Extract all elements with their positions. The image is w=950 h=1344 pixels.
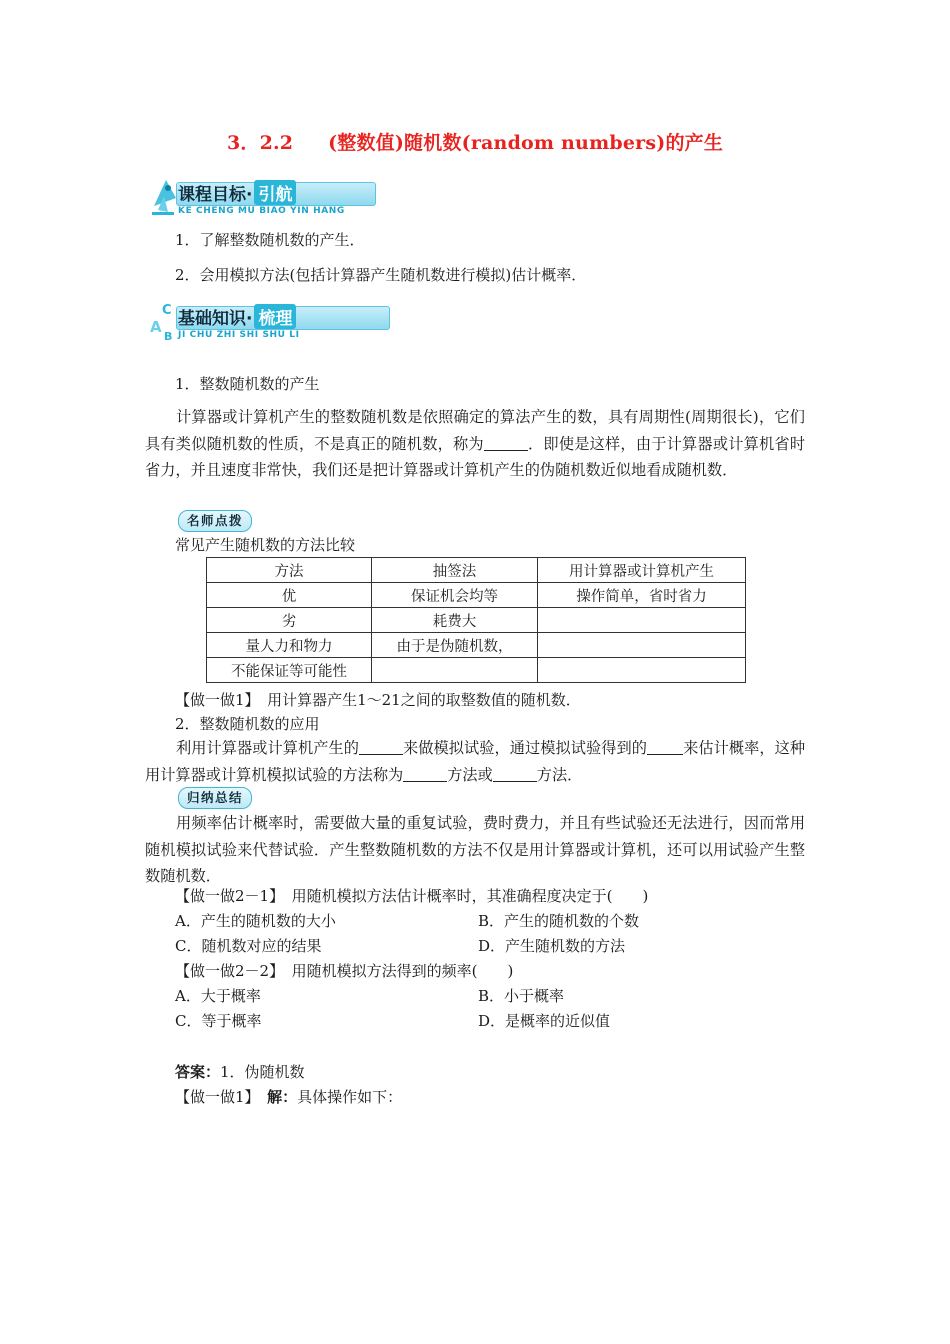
svg-text:B: B xyxy=(164,330,173,343)
option-c: C．随机数对应的结果 xyxy=(175,937,322,955)
answer-exercise-1: 【做一做1】 解：具体操作如下： xyxy=(175,1088,403,1106)
banner-title: 课程目标· 引航 xyxy=(178,180,296,205)
table-caption: 常见产生随机数的方法比较 xyxy=(175,536,356,554)
option-a: A．产生的随机数的大小 xyxy=(175,912,336,930)
page-title xyxy=(0,128,950,155)
part1-heading: 1．整数随机数的产生 xyxy=(175,375,320,393)
comparison-table xyxy=(206,557,746,683)
exercise-2-2: 【做一做2－2】 用随机模拟方法得到的频率( ) xyxy=(175,962,514,980)
goal-item-1: 1．了解整数随机数的产生． xyxy=(175,231,365,249)
table-row: 不能保证等可能性 xyxy=(207,658,746,683)
part2-paragraph: 利用计算器或计算机产生的 来做模拟试验，通过模拟试验得到的 来估计概率，这种用计算器或计算机模拟试验的方法称为 方法或 方法． xyxy=(145,739,806,784)
option-d: D．是概率的近似值 xyxy=(478,1012,611,1030)
banner-course-goals xyxy=(148,176,378,222)
svg-text:C: C xyxy=(162,303,172,318)
svg-text:A: A xyxy=(150,318,162,336)
goal-item-2: 2．会用模拟方法(包括计算器产生随机数进行模拟)估计概率． xyxy=(175,266,587,284)
fill-blank xyxy=(484,434,528,451)
option-d: D．产生随机数的方法 xyxy=(478,937,626,955)
part1-paragraph: 计算器或计算机产生的整数随机数是依照确定的算法产生的数，具有周期性(周期很长)，它们具有类似随机数的性质，不是真正的随机数，称为 ．即使是这样，由于计算器或计算机省时省力，并且速度非常快，我们还是把计算器或计算机产生的伪随机数近似地看成随机数． xyxy=(145,408,806,479)
banner-title: 基础知识· 梳理 xyxy=(178,304,296,329)
title-number: 3．2.2 xyxy=(226,132,294,154)
summary-paragraph: 用频率估计概率时，需要做大量的重复试验，费时费力，并且有些试验还无法进行，因而常用随机模拟试验来代替试验．产生整数随机数的方法不仅是用计算器或计算机，还可以用试验产生整数随机数． xyxy=(145,814,805,885)
option-c: C．等于概率 xyxy=(175,1012,262,1030)
summary-tag: 归纳总结 xyxy=(178,787,252,809)
exercise-2-1: 【做一做2－1】 用随机模拟方法估计概率时，其准确程度决定于( ) xyxy=(175,887,649,905)
table-row: 优 保证机会均等 操作简单，省时省力 xyxy=(207,583,746,608)
exercise-1: 【做一做1】 用计算器产生1～21之间的取整数值的随机数． xyxy=(175,691,581,709)
option-b: B．小于概率 xyxy=(478,987,565,1005)
banner-subtitle: JI CHU ZHI SHI SHU LI xyxy=(178,330,300,340)
option-a: A．大于概率 xyxy=(175,987,261,1005)
part2-heading: 2．整数随机数的应用 xyxy=(175,715,320,733)
table-row: 量人力和物力 由于是伪随机数， xyxy=(207,633,746,658)
answer-line: 答案：1．伪随机数 xyxy=(175,1063,305,1081)
banner-subtitle: KE CHENG MU BIAO YIN HANG xyxy=(178,206,345,216)
title-text: (整数值)随机数(random numbers)的产生 xyxy=(328,132,724,154)
banner-basic-knowledge xyxy=(148,300,398,346)
option-b: B．产生的随机数的个数 xyxy=(478,912,640,930)
table-row: 劣 耗费大 xyxy=(207,608,746,633)
table-row: 方法 抽签法 用计算器或计算机产生 xyxy=(207,558,746,583)
tip-tag: 名师点拨 xyxy=(178,510,252,532)
